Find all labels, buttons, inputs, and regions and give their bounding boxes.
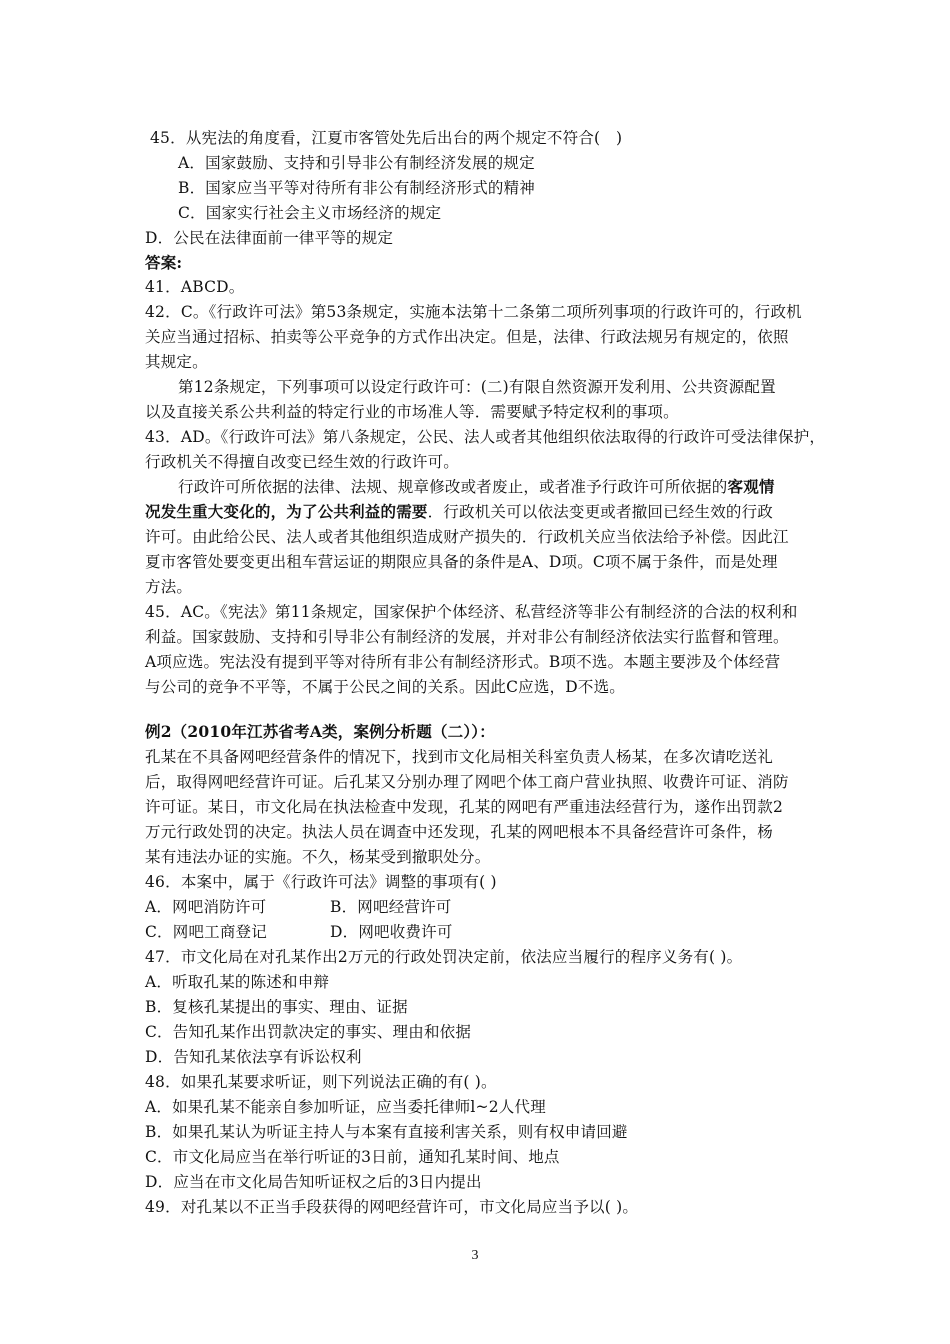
q46-options-row	[145, 897, 452, 917]
answer-45-line: A项应选。宪法没有提到平等对待所有非公有制经济形式。B项不选。本题主要涉及个体经营	[145, 653, 781, 671]
q47-option-a: A．听取孔某的陈述和申辩	[145, 973, 330, 991]
q48-option-c: C．市文化局应当在举行听证的3日前，通知孔某时间、地点	[145, 1148, 560, 1166]
case-text-line: 后，取得网吧经营许可证。后孔某又分别办理了网吧个体工商户营业执照、收费许可证、消防	[145, 773, 789, 791]
answer-42-line: 42．C。《行政许可法》第53条规定，实施本法第十二条第二项所列事项的行政许可的，行政机	[145, 303, 802, 321]
answer-45-line: 45．AC。《宪法》第11条规定，国家保护个体经济、私营经济等非公有制经济的合法的权利和	[145, 603, 798, 621]
answer-45-line: 与公司的竞争不平等，不属于公民之间的关系。因此C应选，D不选。	[145, 678, 625, 696]
answer-43-paragraph-line: 夏市客管处要变更出租车营运证的期限应具备的条件是A、D项。C项不属于条件，而是处理	[145, 553, 778, 571]
q47-option-c: C．告知孔某作出罚款决定的事实、理由和依据	[145, 1023, 472, 1041]
q49-stem: 49．对孔某以不正当手段获得的网吧经营许可，市文化局应当予以( )。	[145, 1198, 639, 1216]
page-number: 3	[471, 1248, 479, 1263]
answers-heading: 答案:	[145, 253, 183, 272]
text-run: 行政许可所依据的法律、法规、规章修改或者废止，或者准予行政许可所依据的	[178, 478, 728, 496]
answer-43-paragraph-line: 许可。由此给公民、法人或者其他组织造成财产损失的．行政机关应当依法给予补偿。因此江	[145, 528, 789, 546]
q46-option-c: C．网吧工商登记	[145, 923, 267, 941]
answer-45-line: 利益。国家鼓励、支持和引导非公有制经济的发展，并对非公有制经济依法实行监督和管理。	[145, 628, 789, 646]
case-text-line: 孔某在不具备网吧经营条件的情况下，找到市文化局相关科室负责人杨某，在多次请吃送礼	[145, 748, 774, 766]
q46-option-d: D．网吧收费许可	[330, 923, 453, 941]
q45-stem: 45．从宪法的角度看，江夏市客管处先后出台的两个规定不符合( )	[150, 129, 623, 147]
q48-option-d: D．应当在市文化局告知听证权之后的3日内提出	[145, 1173, 482, 1191]
answer-43-paragraph-line	[178, 477, 775, 497]
q47-stem: 47．市文化局在对孔某作出2万元的行政处罚决定前，依法应当履行的程序义务有( )。	[145, 948, 743, 966]
answer-42-line: 其规定。	[145, 353, 208, 371]
q46-options-row	[145, 922, 453, 942]
q48-option-a: A．如果孔某不能亲自参加听证，应当委托律师l~2人代理	[145, 1098, 546, 1116]
bold-text-run: 况发生重大变化的，为了公共利益的需要	[145, 502, 428, 521]
case-text-line: 许可证。某日，市文化局在执法检查中发现，孔某的网吧有严重违法经营行为，遂作出罚款2	[145, 798, 784, 816]
q48-stem: 48．如果孔某要求听证，则下列说法正确的有( )。	[145, 1073, 497, 1091]
example-2-heading: 例2（2010年江苏省考A类，案例分析题（二））：	[145, 722, 495, 741]
answer-43-paragraph-line	[145, 502, 773, 522]
q45-option-d: D．公民在法律面前一律平等的规定	[145, 229, 394, 247]
answer-42-paragraph-line: 第12条规定，下列事项可以设定行政许可：(二)有限自然资源开发利用、公共资源配置	[178, 378, 776, 396]
q45-option-c: C．国家实行社会主义市场经济的规定	[178, 204, 442, 222]
q47-option-b: B．复核孔某提出的事实、理由、证据	[145, 998, 408, 1016]
case-text-line: 某有违法办证的实施。不久，杨某受到撤职处分。	[145, 848, 491, 866]
answer-43-paragraph-line: 方法。	[145, 578, 193, 596]
answer-42-line: 关应当通过招标、拍卖等公平竞争的方式作出决定。但是，法律、行政法规另有规定的，依照	[145, 328, 789, 346]
q45-option-b: B．国家应当平等对待所有非公有制经济形式的精神	[178, 179, 535, 197]
q46-stem: 46．本案中，属于《行政许可法》调整的事项有( )	[145, 873, 497, 891]
q46-option-a: A．网吧消防许可	[145, 898, 267, 916]
text-run: ．行政机关可以依法变更或者撤回已经生效的行政	[427, 503, 774, 521]
answer-42-paragraph-line: 以及直接关系公共利益的特定行业的市场准人等．需要赋予特定权利的事项。	[145, 403, 679, 421]
case-text-line: 万元行政处罚的决定。执法人员在调查中还发现，孔某的网吧根本不具备经营许可条件，杨	[145, 823, 774, 841]
q46-option-b: B．网吧经营许可	[330, 898, 452, 916]
q48-option-b: B．如果孔某认为听证主持人与本案有直接利害关系，则有权申请回避	[145, 1123, 628, 1141]
q47-option-d: D．告知孔某依法享有诉讼权利	[145, 1048, 362, 1066]
answer-43-line: 43．AD。《行政许可法》第八条规定，公民、法人或者其他组织依法取得的行政许可受法律保护，	[145, 428, 826, 446]
answer-41: 41．ABCD。	[145, 278, 245, 296]
answer-43-line: 行政机关不得擅自改变已经生效的行政许可。	[145, 453, 460, 471]
bold-text-run: 客观情	[727, 477, 775, 496]
q45-option-a: A．国家鼓励、支持和引导非公有制经济发展的规定	[178, 154, 535, 172]
